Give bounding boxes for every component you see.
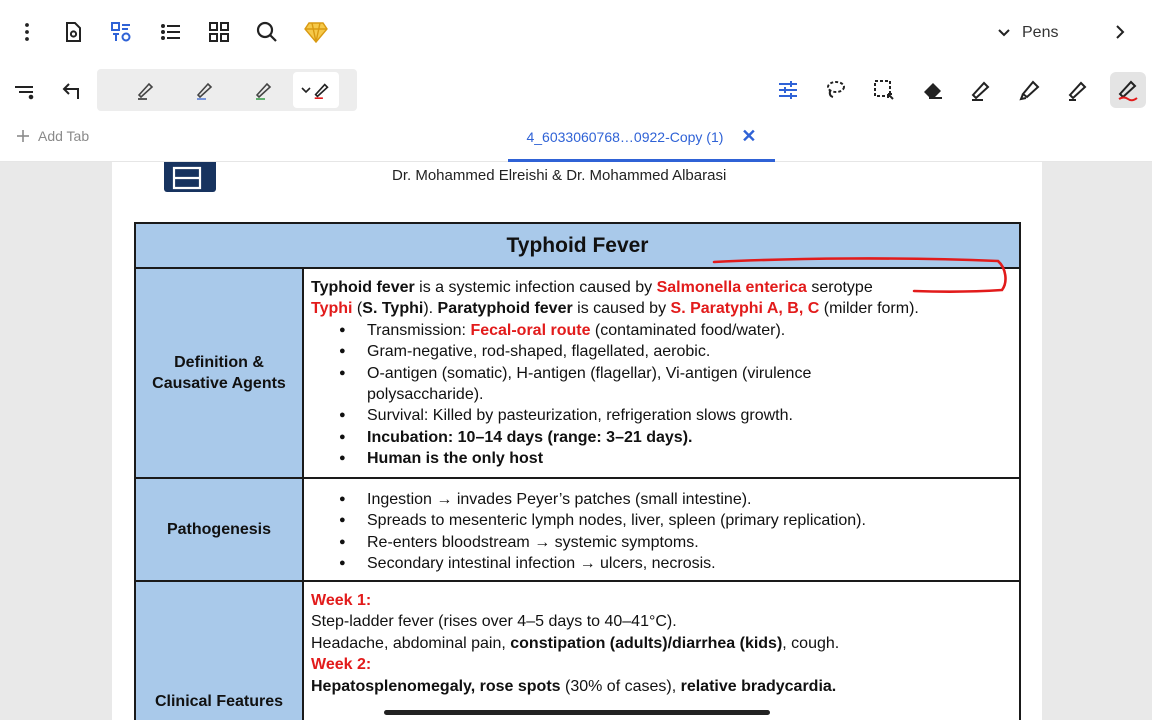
logo (164, 162, 216, 192)
document-page (112, 162, 1042, 720)
premium-diamond-icon[interactable] (298, 14, 334, 50)
search-icon[interactable] (249, 14, 285, 50)
row-label-definition: Definition & Causative Agents (136, 269, 304, 477)
active-red-pen-icon[interactable] (1110, 72, 1146, 108)
text-fragment: relative bradycardia. (680, 677, 837, 695)
list-item: ● Ingestion → invades Peyer’s patches (small intestine). (311, 489, 1011, 510)
tab-document-label: 4_6033060768…0922-Copy (1) (526, 128, 724, 145)
row-content-clinical (304, 582, 1019, 720)
week-1-heading: Week 1: (311, 592, 372, 609)
pathogenesis-bullets (311, 489, 1011, 575)
home-indicator[interactable] (384, 710, 770, 715)
week-1-line-2 (311, 633, 1011, 654)
row-label-pathogenesis: Pathogenesis (136, 479, 304, 580)
list-icon[interactable] (153, 14, 189, 50)
highlighter-icon[interactable] (1012, 72, 1048, 108)
list-item: ● Incubation: 10–14 days (range: 3–21 days). (311, 427, 1011, 448)
chevron-down-icon (300, 84, 312, 96)
term-typhoid-fever: Typhoid fever (311, 279, 415, 296)
tab-bar (0, 114, 1152, 162)
pen-icon (194, 79, 216, 101)
term-s-typhi: S. Typhi (362, 300, 424, 318)
pen-preset-blue[interactable] (183, 72, 227, 108)
close-icon[interactable]: ✕ (741, 126, 757, 146)
toolbar-collapse-icon[interactable] (6, 73, 42, 109)
selection-icon[interactable] (866, 72, 902, 108)
week-1-line-1: Step-ladder fever (rises over 4–5 days to 40–41°C). (311, 613, 677, 631)
table-row-clinical (136, 582, 1019, 720)
list-item: ● Re-enters bloodstream → systemic symptoms. (311, 532, 1011, 553)
text-fragment: (milder form). (819, 300, 919, 318)
adjustments-icon[interactable] (770, 72, 806, 108)
row-label-clinical: Clinical Features (136, 582, 304, 720)
marker-icon[interactable] (1060, 72, 1096, 108)
drawing-toolbar (0, 66, 1152, 114)
chevron-right-icon[interactable] (1104, 16, 1136, 48)
term-paratyphoid-fever: Paratyphoid fever (437, 300, 573, 318)
pen-preset-red[interactable] (293, 72, 339, 108)
document-settings-icon[interactable] (55, 14, 91, 50)
pen-icon (253, 79, 275, 101)
list-item: ● Secondary intestinal infection → ulcers, necrosis. (311, 553, 1011, 574)
text-fragment: (30% of cases), (560, 677, 681, 695)
top-toolbar (0, 0, 1152, 66)
pens-label: Pens (1022, 24, 1059, 41)
text-fragment: constipation (adults)/diarrhea (kids) (510, 634, 783, 652)
list-item: ● Gram-negative, rod-shaped, flagellated, aerobic. (311, 341, 1011, 362)
undo-icon[interactable] (54, 73, 90, 109)
tab-document[interactable] (508, 114, 775, 162)
definition-bullets (311, 320, 1011, 470)
list-item: ● Survival: Killed by pasteurization, refrigeration slows growth. (311, 405, 1011, 426)
term-s-paratyphi: S. Paratyphi A, B, C (670, 300, 820, 318)
pen-icon (135, 79, 157, 101)
add-tab-button[interactable] (16, 128, 89, 144)
list-item: ● Human is the only host (311, 448, 1011, 469)
pen-preset-black[interactable] (124, 72, 168, 108)
text-fragment: ). (423, 300, 438, 318)
text-fragment: , cough. (782, 634, 840, 652)
add-tab-label: Add Tab (38, 128, 90, 144)
authors-line: Dr. Mohammed Elreishi & Dr. Mohammed Albarasi (392, 167, 727, 184)
plus-icon (16, 129, 30, 143)
chevron-down-icon (996, 25, 1012, 41)
pen-icon (312, 79, 332, 101)
list-item: ● Spreads to mesenteric lymph nodes, liver, spleen (primary replication). (311, 510, 1011, 531)
term-fecal-oral: Fecal-oral route (470, 321, 591, 339)
text-fragment: Hepatosplenomegaly, rose spots (311, 677, 561, 695)
more-vertical-icon[interactable] (9, 14, 45, 50)
eraser-icon[interactable] (915, 72, 951, 108)
term-salmonella-enterica: Salmonella enterica (656, 279, 807, 296)
pen-icon[interactable] (963, 72, 999, 108)
text-fragment: serotype (806, 279, 873, 296)
text-fragment: ( (352, 300, 363, 318)
week-2-heading: Week 2: (311, 656, 372, 674)
row-content-pathogenesis (304, 479, 1019, 580)
pen-presets (97, 69, 357, 111)
document-canvas[interactable] (0, 162, 1152, 720)
term-typhi: Typhi (311, 300, 353, 318)
list-item (311, 320, 1011, 341)
grid-icon[interactable] (201, 14, 237, 50)
text-fragment: Transmission: (367, 321, 471, 339)
week-2-line-1 (311, 676, 1011, 697)
table-row-pathogenesis (136, 479, 1019, 582)
text-fragment: Headache, abdominal pain, (311, 634, 511, 652)
handwritten-annotation (702, 252, 1012, 302)
pen-preset-green[interactable] (242, 72, 286, 108)
text-fragment: (contaminated food/water). (590, 321, 786, 339)
table-title: Typhoid Fever (136, 224, 1019, 269)
text-fragment: is a systemic infection caused by (414, 279, 657, 296)
text-fragment: is caused by (572, 300, 671, 318)
pens-dropdown[interactable] (996, 18, 1058, 48)
text-recognition-icon[interactable] (103, 14, 139, 50)
lasso-icon[interactable] (818, 72, 854, 108)
list-item: ● O-antigen (somatic), H-antigen (flagellar), Vi-antigen (virulence polysaccharide). (311, 363, 1011, 406)
